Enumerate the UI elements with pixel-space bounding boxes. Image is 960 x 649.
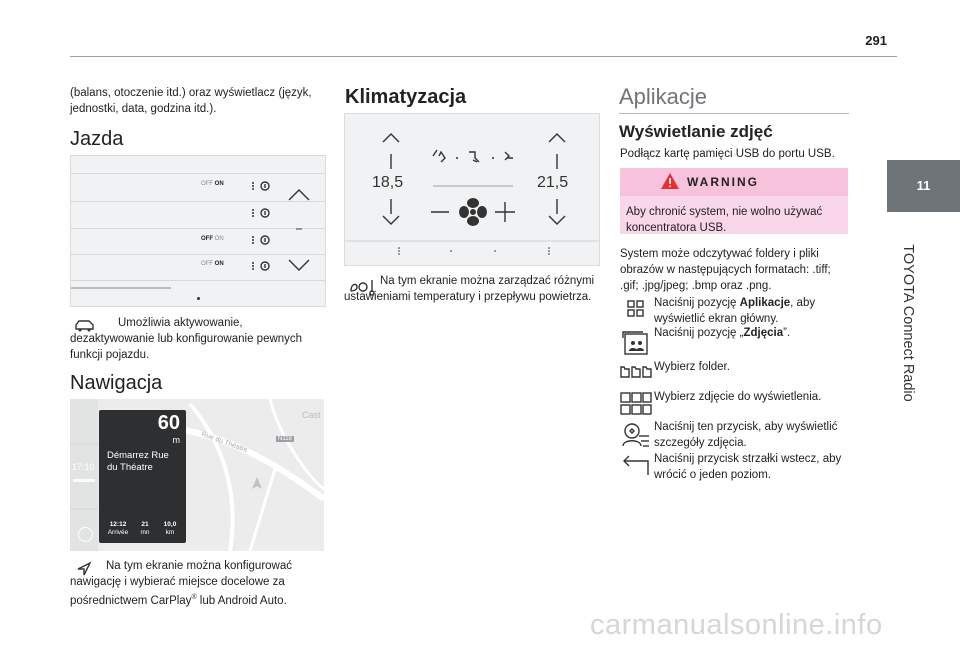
maneuver-instruction: Démarrez Rue du Théatre [107,450,169,473]
menu-button[interactable] [78,527,93,542]
row-icons [247,176,277,276]
step-5: Naciśnij ten przycisk, aby wyświetlić szczegóły zdjęcia. [654,421,838,449]
step-3: Wybierz folder. [654,361,730,373]
signal-indicator [73,479,95,482]
remaining-distance: 10,0 [163,521,177,528]
section-title-jazda: Jazda [70,128,124,150]
toggle-on: ON [214,236,224,242]
step-1-bold: Aplikacje [739,297,791,309]
climate-controls [345,114,599,265]
registered-mark: ® [191,594,197,601]
photo-details-icon [620,422,650,448]
step-1-text: Naciśnij pozycję [654,297,740,309]
header-rule [70,56,897,57]
photos-icon [621,330,649,356]
warning-label: WARNING [687,175,759,189]
scroll-indicator [71,287,171,289]
folders-icon [620,365,652,379]
warning-triangle-icon [660,172,680,190]
navigation-screen [70,399,324,551]
duration: 21 [141,521,149,528]
warning-text: Aby chronić system, nie wolno używać koncentratora USB. [626,206,823,234]
step-1-end: , aby wyświetlić ekran główny. [654,297,816,325]
warning-box [620,168,848,234]
road-badge: N118 [278,436,292,442]
step-2-bold: Zdjęcia [743,327,784,339]
fan-icon [459,198,487,226]
page-number: 291 [865,33,887,48]
duration-unit: mn [140,529,150,536]
side-title [888,215,928,445]
toggle-4[interactable] [201,261,224,267]
nawigacja-description-end: lub Android Auto. [196,594,287,607]
warning-header [620,168,848,196]
toggle-on: ON [214,181,224,187]
toggle-1[interactable] [201,181,224,187]
temp-left: 18,5 [372,174,404,191]
step-2-text: Naciśnij pozycję „ [654,327,744,339]
klimatyzacja-description: Na tym ekranie można zarządzać różnymi ustawieniami temperatury i przepływu powietrza. [344,275,595,303]
toggle-off: OFF [201,236,213,242]
remaining-unit: km [165,529,175,536]
toggle-off: OFF [201,261,213,267]
subsection-title: Wyświetlanie zdjęć [619,122,773,141]
jazda-description: Umożliwia aktywowanie, dezaktywowanie lub konfigurowanie pewnych funkcji pojazdu. [70,317,303,361]
watermark: carmanualsonline.info [590,609,883,641]
screen-divider [71,173,325,174]
section-title-nawigacja: Nawigacja [70,372,163,394]
nawigacja-description [70,558,326,609]
clock: 17:10 [72,462,95,472]
step-1 [654,295,850,327]
usb-intro: Podłącz kartę pamięci USB do portu USB. [620,148,835,160]
side-title-text: TOYOTA Connect Radio [900,244,916,402]
map-place-label: Cast [302,410,321,420]
thumbnails-icon [620,392,652,416]
screen-divider [71,280,325,281]
section-rule [619,113,849,114]
intro-text: (balans, otoczenie itd.) oraz wyświetlacz (język, jednostki, data, godzina itd.). [70,87,312,115]
toggle-on: ON [214,261,224,267]
maneuver-distance-unit: m [172,435,180,445]
arrival-time: 12:12 [109,521,127,528]
maneuver-distance: 60 [157,412,180,434]
toggle-off: OFF [201,181,213,187]
step-2 [654,325,850,341]
formats-text: System może odczytywać foldery i pliki obrazów w następujących formatach: .tiff; .gif; .jpg/jpeg; .bmp oraz .png. [620,248,831,292]
arrival-label: Arrivée [107,529,129,536]
toggle-3[interactable] [201,236,224,242]
step-6: Naciśnij przycisk strzałki wstecz, aby wrócić o jeden poziom. [654,453,842,481]
temp-right: 21,5 [537,174,569,191]
trip-summary [99,518,186,543]
step-4: Wybierz zdjęcie do wyświetlenia. [654,391,822,403]
climate-screen [344,113,600,266]
chapter-tab[interactable]: 11 [887,160,960,212]
page-dot [197,297,200,300]
guidance-panel [99,410,186,543]
back-arrow-icon [620,455,650,477]
section-title-aplikacje: Aplikacje [619,84,708,109]
scroll-arrows[interactable] [285,186,315,276]
apps-grid-icon [627,300,645,318]
step-2-end: ”. [783,327,791,339]
map-street-label: Rue du Théatre [200,430,249,455]
nawigacja-description-text: Na tym ekranie można konfigurować nawigację i wybierać miejsce docelowe za pośrednictwem CarPlay [70,560,292,607]
section-title-klimatyzacja: Klimatyzacja [345,86,467,108]
jazda-screen [70,155,326,307]
